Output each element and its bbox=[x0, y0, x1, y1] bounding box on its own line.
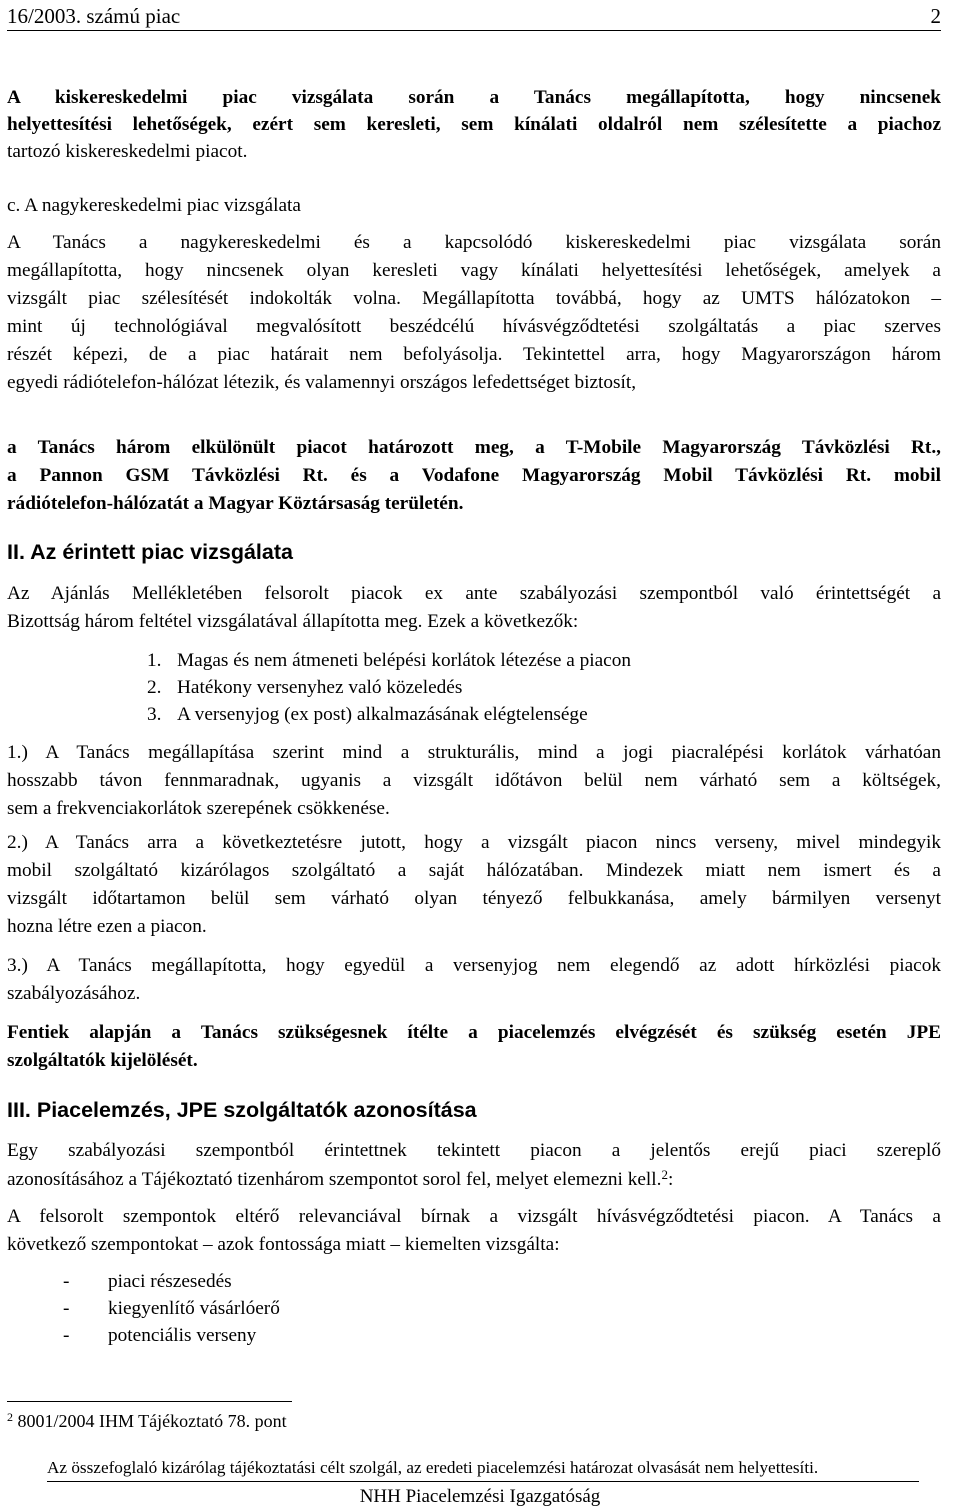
text-line: hosszabb távon fennmaradnak, ugyanis a vizsgált időtávon belül nem várható sem a költségek, bbox=[7, 770, 941, 791]
footer-rule bbox=[47, 1481, 919, 1482]
footer-organization: NHH Piacelemzési Igazgatóság bbox=[359, 1486, 601, 1507]
list-dash: - bbox=[63, 1271, 70, 1292]
list-item-text: kiegyenlítő vásárlóerő bbox=[108, 1298, 280, 1319]
criteria-text: A versenyjog (ex post) alkalmazásának elégtelensége bbox=[177, 704, 588, 725]
text-line: A felsorolt szempontok eltérő relevanciával bírnak a vizsgált hívásvégződtetési piacon. A Tanács a bbox=[7, 1206, 941, 1227]
list-item-text: piaci részesedés bbox=[108, 1271, 232, 1292]
text-line: a Tanács három elkülönült piacot határozott meg, a T-Mobile Magyarország Távközlési Rt., bbox=[7, 437, 941, 458]
text-line: részét képezi, de a piac határait nem befolyásolja. Tekintettel arra, hogy Magyarországon három bbox=[7, 344, 941, 365]
footnote-separator bbox=[7, 1401, 292, 1402]
text-line-content: azonosításához a Tájékoztató tizenhárom szempontot sorol fel, melyet elemezni kell. bbox=[7, 1169, 662, 1190]
section-c-paragraph bbox=[7, 219, 941, 397]
list-item bbox=[63, 1322, 256, 1349]
section-ii-point-1 bbox=[7, 739, 941, 823]
list-item bbox=[63, 1295, 280, 1322]
text-line: megállapította, hogy nincsenek olyan keresleti vagy kínálati helyettesítési lehetőségek, amelyek a bbox=[7, 260, 941, 281]
section-iii-heading: III. Piacelemzés, JPE szolgáltatók azonosítása bbox=[7, 1098, 477, 1122]
section-iii-paragraph-2 bbox=[7, 1203, 941, 1259]
text-line: egyedi rádiótelefon-hálózat létezik, és valamennyi országos lefedettséget biztosít, bbox=[7, 372, 637, 393]
text-line: tartozó kiskereskedelmi piacot. bbox=[7, 141, 248, 162]
header-title: 16/2003. számú piac bbox=[7, 4, 181, 28]
section-c-heading: c. A nagykereskedelmi piac vizsgálata bbox=[7, 195, 301, 216]
criteria-number: 3. bbox=[147, 704, 162, 725]
footnote bbox=[7, 1408, 287, 1435]
section-ii-point-2 bbox=[7, 829, 941, 941]
text-line: a Pannon GSM Távközlési Rt. és a Vodafone Magyarország Mobil Távközlési Rt. mobil bbox=[7, 465, 941, 486]
footer-disclaimer: Az összefoglaló kizárólag tájékoztatási célt szolgál, az eredeti piacelemzési határozat olvasását nem helyettesíti. bbox=[47, 1458, 819, 1477]
criteria-item bbox=[147, 701, 907, 728]
list-dash: - bbox=[63, 1325, 70, 1346]
footnote-marker: 2 bbox=[7, 1410, 13, 1424]
text-line: 3.) A Tanács megállapította, hogy egyedül a versenyjog nem elegendő az adott hírközlési piacok bbox=[7, 955, 941, 976]
footnote-text: 8001/2004 IHM Tájékoztató 78. pont bbox=[17, 1411, 287, 1431]
intro-paragraph bbox=[7, 84, 941, 165]
text-line: sem a frekvenciakorlátok szerepének csökkenése. bbox=[7, 798, 390, 819]
section-iii-paragraph-1 bbox=[7, 1136, 941, 1194]
text-line: Az Ajánlás Mellékletében felsorolt piacok ex ante szabályozási szempontból való érintettségét a bbox=[7, 583, 941, 604]
section-ii-conclusion bbox=[7, 1019, 941, 1075]
page-header bbox=[7, 0, 941, 30]
text-line: mobil szolgáltató kizárólagos szolgáltató a saját hálózatában. Mindezek miatt nem ismert és a bbox=[7, 860, 941, 881]
text-line: következő szempontokat – azok fontossága miatt – kiemelten vizsgálta: bbox=[7, 1234, 560, 1255]
text-line: hozna létre ezen a piacon. bbox=[7, 916, 207, 937]
header-rule bbox=[7, 30, 941, 31]
section-ii-point-3 bbox=[7, 952, 941, 1008]
text-line: 1.) A Tanács megállapítása szerint mind a strukturális, mind a jogi piacralépési korlátok várhatóan bbox=[7, 742, 941, 763]
list-item bbox=[63, 1268, 232, 1295]
criteria-number: 2. bbox=[147, 677, 162, 698]
text-line: szabályozásához. bbox=[7, 983, 141, 1004]
text-line: vizsgált piac szélesítését indokolták volna. Megállapította továbbá, hogy az UMTS hálózatokon – bbox=[7, 288, 941, 309]
text-line: rádiótelefon-hálózatát a Magyar Köztársaság területén. bbox=[7, 493, 464, 514]
list-item-text: potenciális verseny bbox=[108, 1325, 257, 1346]
text-line: Fentiek alapján a Tanács szükségesnek ítélte a piacelemzés elvégzését és szükség esetén JPE bbox=[7, 1022, 941, 1043]
text-line: vizsgált időtartamon belül sem várható olyan tényező felbukkanása, amely bármilyen versenyt bbox=[7, 888, 941, 909]
section-ii-intro bbox=[7, 580, 941, 636]
list-dash: - bbox=[63, 1298, 70, 1319]
criteria-item bbox=[147, 647, 907, 674]
text-line: A kiskereskedelmi piac vizsgálata során a Tanács megállapította, hogy nincsenek bbox=[7, 87, 941, 108]
text-line: Egy szabályozási szempontból érintettnek tekintett piacon a jelentős erejű piaci szereplő bbox=[7, 1140, 941, 1161]
criteria-item bbox=[147, 674, 907, 701]
criteria-text: Hatékony versenyhez való közeledés bbox=[177, 677, 463, 698]
footnote-reference[interactable]: 2 bbox=[661, 1167, 668, 1182]
text-line: Bizottság három feltétel vizsgálatával állapította meg. Ezek a következők: bbox=[7, 611, 579, 632]
text-line: szolgáltatók kijelölését. bbox=[7, 1050, 198, 1071]
text-line-tail: : bbox=[667, 1169, 674, 1190]
text-line: helyettesítési lehetőségek, ezért sem keresleti, sem kínálati oldalról nem szélesítette a piachoz bbox=[7, 114, 941, 135]
text-line: mint új technológiával megvalósított beszédcélú hívásvégződtetési szolgáltatás a piac szerves bbox=[7, 316, 941, 337]
section-ii-heading: II. Az érintett piac vizsgálata bbox=[7, 540, 293, 564]
text-line: A Tanács a nagykereskedelmi és a kapcsolódó kiskereskedelmi piac vizsgálata során bbox=[7, 232, 941, 253]
section-c-conclusion bbox=[7, 434, 941, 518]
page-number: 2 bbox=[930, 4, 941, 28]
criteria-text: Magas és nem átmeneti belépési korlátok létezése a piacon bbox=[177, 650, 631, 671]
text-line: 2.) A Tanács arra a következtetésre jutott, hogy a vizsgált piacon nincs verseny, mivel mindegyik bbox=[7, 832, 941, 853]
criteria-number: 1. bbox=[147, 650, 162, 671]
text-line bbox=[7, 1165, 941, 1194]
